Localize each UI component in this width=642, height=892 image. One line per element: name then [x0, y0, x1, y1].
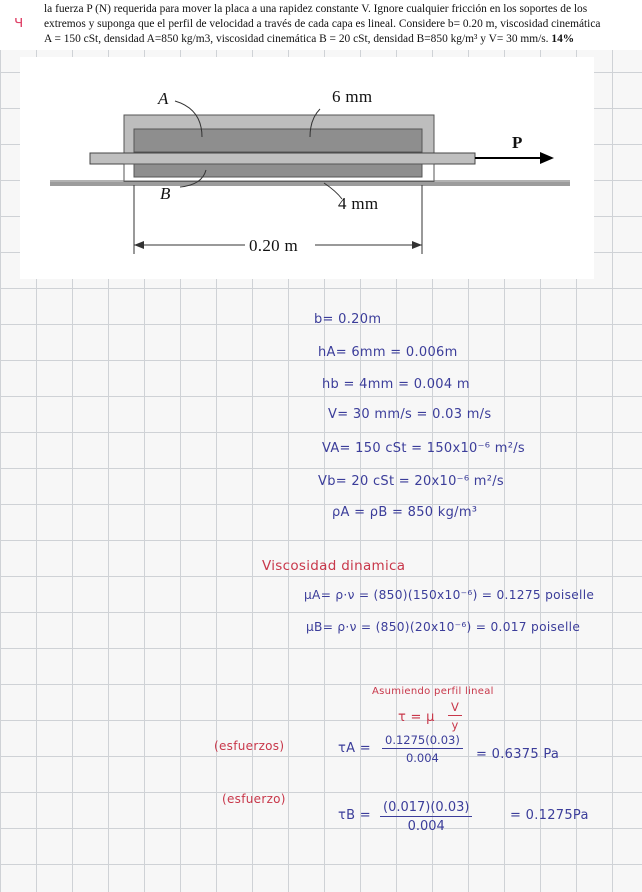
stress-label-a: (esfuerzos): [214, 739, 285, 753]
tau-a-num: 0.1275(0.03): [382, 733, 463, 749]
given-b: b= 0.20m: [314, 312, 382, 327]
stress-heading: Asumiendo perfil lineal: [372, 686, 494, 697]
stress-formula-lhs: τ = μ: [398, 710, 435, 725]
given-va: VA= 150 cSt = 150x10⁻⁶ m²/s: [322, 441, 525, 456]
tau-a-fraction: [382, 733, 463, 765]
label-b: B: [160, 184, 171, 203]
plate-diagram: [20, 57, 594, 279]
label-bottom-gap: 4 mm: [338, 194, 379, 213]
tau-a-lhs: τA =: [338, 741, 371, 756]
tau-a-den: 0.004: [405, 751, 439, 765]
stress-label-b: (esfuerzo): [222, 792, 286, 806]
problem-points: 14%: [551, 33, 575, 45]
tau-b-lhs: τB =: [338, 808, 371, 823]
tau-a-result: = 0.6375 Pa: [476, 747, 560, 762]
label-a: A: [158, 89, 169, 108]
stress-formula-fraction: [448, 700, 462, 732]
given-density: ρA = ρB = 850 kg/m³: [332, 505, 478, 520]
dim-arrow-right: [412, 241, 422, 249]
plate-figure: [20, 57, 594, 279]
label-width: 0.20 m: [249, 236, 299, 255]
problem-statement: [0, 0, 642, 50]
stress-formula-num: V: [448, 700, 462, 716]
force-arrow-head: [540, 152, 554, 164]
mu-a: μA= ρ·ν = (850)(150x10⁻⁶) = 0.1275 poiselle: [304, 588, 595, 602]
fluid-layer-b: [134, 164, 422, 177]
given-vb: Vb= 20 cSt = 20x10⁻⁶ m²/s: [318, 474, 505, 489]
label-p: P: [512, 133, 523, 152]
mu-b: μB= ρ·ν = (850)(20x10⁻⁶) = 0.017 poiselle: [306, 620, 581, 634]
given-v: V= 30 mm/s = 0.03 m/s: [328, 407, 492, 422]
given-ha: hA= 6mm = 0.006m: [318, 345, 458, 360]
tau-b-fraction: [380, 800, 472, 834]
label-top-gap: 6 mm: [332, 87, 373, 106]
problem-line-2: extremos y suponga que el perfil de velocidad a través de cada capa es lineal. Considere b= 0.20 m, viscosidad cinemática: [44, 18, 601, 30]
handwritten-marker: ч: [14, 12, 24, 31]
given-hb: hb = 4mm = 0.004 m: [322, 377, 470, 392]
tau-b-num: (0.017)(0.03): [380, 800, 472, 817]
ground-surface: [50, 182, 570, 186]
problem-line-1: la fuerza P (N) requerida para mover la placa a una rapidez constante V. Ignore cualquier fricción en los soportes de los: [44, 3, 588, 15]
problem-line-3: [44, 32, 634, 47]
dynamic-heading: Viscosidad dinamica: [262, 558, 406, 574]
dim-arrow-left: [134, 241, 144, 249]
stress-formula-den: y: [451, 718, 459, 732]
moving-plate: [90, 153, 475, 164]
tau-b-den: 0.004: [407, 819, 445, 834]
fluid-layer-a: [134, 129, 422, 152]
problem-line-3-text: A = 150 cSt, densidad A=850 kg/m3, viscosidad cinemática B = 20 cSt, densidad B=850 kg/m³ y V= 30 mm/s.: [44, 33, 549, 45]
tau-b-result: = 0.1275Pa: [510, 808, 589, 823]
